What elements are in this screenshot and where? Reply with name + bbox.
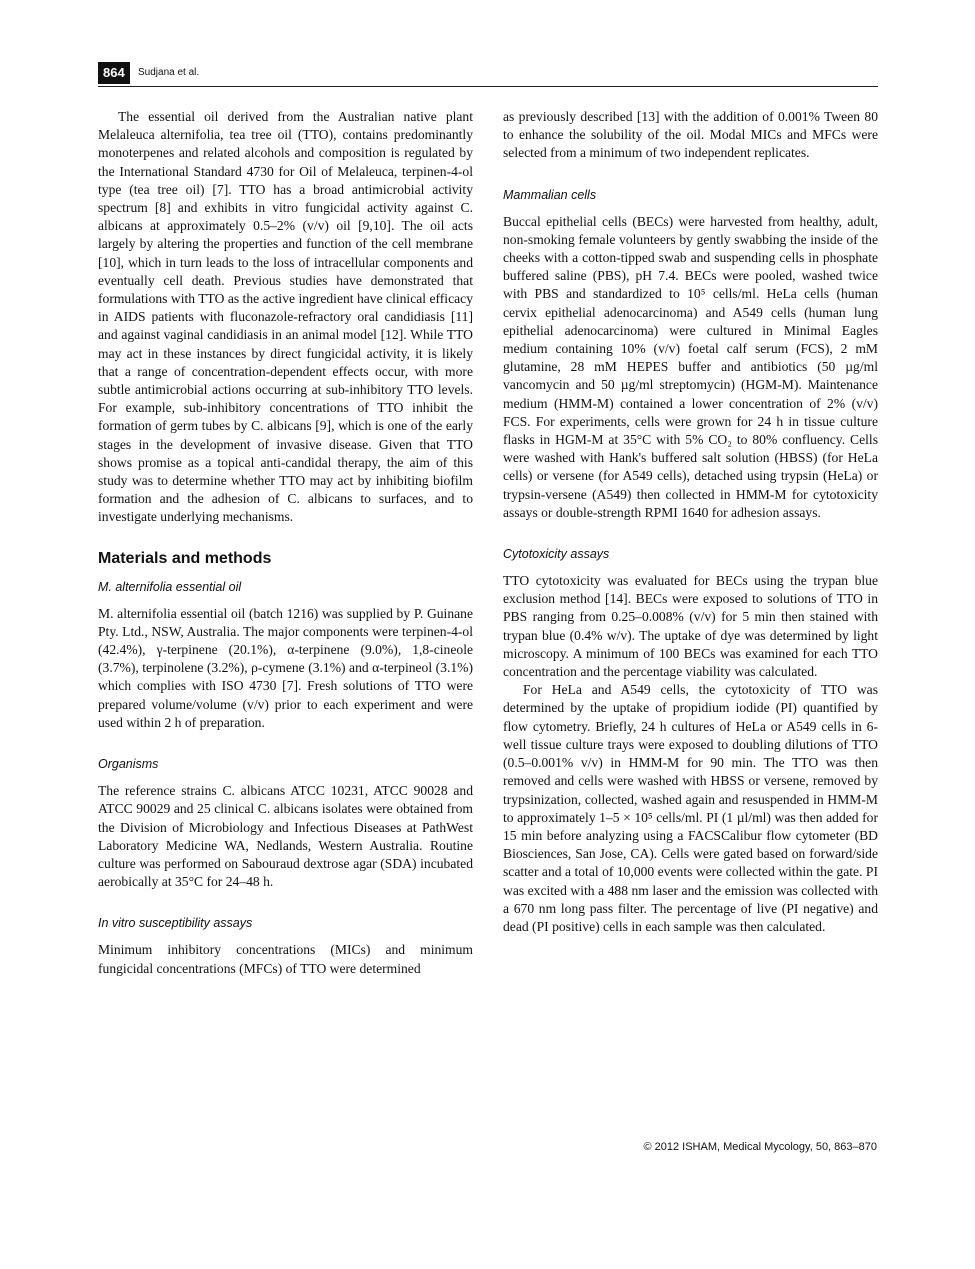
section-title: Materials and methods xyxy=(98,549,272,567)
invitro-paragraph: Minimum inhibitory concentrations (MICs) and minimum fungicidal concentrations (MFCs) of TTO were determined xyxy=(98,942,473,976)
page-header xyxy=(98,62,878,87)
intro-paragraph: The essential oil derived from the Australian native plant Melaleuca alternifolia, tea tree oil (TTO), contains predominantly monoterpenes and related alcohols and composition is regulated by the International Standard 4730 for Oil of Melaleuca, terpinen-4-ol type (tea tree oil) [7]. TTO has a broad antimicrobial activity spectrum [8] and exhibits in vitro fungicidal activity against C. albicans at approximately 0.5–2% (v/v) oil [9,10]. The oil acts largely by altering the properties and function of the cell membrane [10], which in turn leads to the loss of intracellular components and eventually cell death. Previous studies have demonstrated that formulations with TTO as the active ingredient have clinical efficacy in AIDS patients with fluconazole-refractory oral candidiasis [11] and against vaginal candidiasis in an animal model [12]. While TTO may act in these instances by direct fungicidal activity, it is likely that a range of concentration-dependent effects occur, with more subtle antimicrobial actions occurring at sub-inhibitory TTO levels. For example, sub-inhibitory concentrations of TTO inhibit the formation of germ tubes by C. albicans [9], which is one of the early stages in the development of invasive disease. Given that TTO shows promise as a topical anti-candidal therapy, the aim of this study was to determine whether TTO may act by inhibiting biofilm formation and the adhesion of C. albicans to surfaces, and to investigate underlying mechanisms. xyxy=(98,109,473,525)
left-column xyxy=(98,108,473,978)
invitro-heading: In vitro susceptibility assays xyxy=(98,916,253,931)
cytotoxicity-heading: Cytotoxicity assays xyxy=(503,547,610,562)
organisms-heading: Organisms xyxy=(98,757,159,772)
continued-paragraph: as previously described [13] with the addition of 0.001% Tween 80 to enhance the solubility of the oil. Modal MICs and MFCs were selected from a minimum of two independent replicates. xyxy=(503,109,878,161)
right-column xyxy=(503,108,878,936)
organisms-paragraph: The reference strains C. albicans ATCC 10231, ATCC 90028 and ATCC 90029 and 25 clinical C. albicans isolates were obtained from the Division of Microbiology and Infectious Diseases at PathWest Laboratory Medicine WA, Nedlands, Western Australia. Routine culture was performed on Sabouraud dextrose agar (SDA) incubated aerobically at 35°C for 24–48 h. xyxy=(98,783,473,890)
page-number: 864 xyxy=(98,62,130,84)
oil-paragraph: M. alternifolia essential oil (batch 1216) was supplied by P. Guinane Pty. Ltd., NSW, Australia. The major components were terpinen-4-ol (42.4%), γ-terpinene (20.1%), α-terpinene (9.0%), 1,8-cineole (3.7%), terpinolene (3.2%), ρ-cymene (3.1%) and α-terpineol (3.1%) which complies with ISO 4730 [7]. Fresh solutions of TTO were prepared volume/volume (v/v) prior to each experiment and were used within 2 h of preparation. xyxy=(98,605,473,730)
cytotoxicity-paragraph-2: For HeLa and A549 cells, the cytotoxicity of TTO was determined by the uptake of propidium iodide (PI) quantified by flow cytometry. Briefly, 24 h cultures of HeLa or A549 cells in 6-well tissue culture trays were exposed to doubling dilutions of TTO (0.5–0.001% v/v) in HMM-M for 90 min. The TTO was then removed and cells were washed with HBSS or versene, removed by trypsinization, collected, washed again and resuspended in HMM-M to approximately 1–5 × 10⁵ cells/ml. PI (1 µl/ml) was then added for 15 min before analyzing using a FACSCalibur flow cytometer (BD Biosciences, San Jose, CA). Cells were gated based on forward/side scatter and a total of 10,000 events were collected within the gate. PI was excited with a 488 nm laser and the emission was collected with a 670 nm long pass filter. The percentage of live (PI negative) and dead (PI positive) cells in each sample was then calculated. xyxy=(503,682,878,934)
running-head: Sudjana et al. xyxy=(138,67,200,78)
mammalian-heading: Mammalian cells xyxy=(503,187,597,202)
mammalian-paragraph: Buccal epithelial cells (BECs) were harvested from healthy, adult, non-smoking female volunteers by gently swabbing the inside of the cheeks with a cotton-tipped swab and suspending cells in phosphate buffered saline (PBS), pH 7.4. BECs were pooled, washed twice with PBS and standardized to 10⁵ cells/ml. HeLa cells (human cervix epithelial adenocarcinoma) and A549 cells (human lung epithelial adenocarcinoma) were cultured in Minimal Eagles medium containing 10% (v/v) foetal calf serum (FCS), 2 mM glutamine, 28 mM HEPES buffer and antibiotics (50 µg/ml vancomycin and 50 µg/ml streptomycin) (HGM-M). Maintenance medium (HMM-M) contained a lower concentration of 2% (v/v) FCS. For experiments, cells were grown for 24 h in tissue culture flasks in HGM-M at 35°C with 5% CO₂ to 80% confluency. Cells were washed with Hank's buffered salt solution (HBSS) (for HeLa cells) or versene (for A549 cells), detached using trypsin (HeLa) or trypsin-versene (A549) then collected in HMM-M for cytotoxicity assays or double-strength RPMI 1640 for adhesion assays. xyxy=(503,213,878,520)
oil-heading: M. alternifolia essential oil xyxy=(98,579,242,594)
footer-citation: © 2012 ISHAM, Medical Mycology, 50, 863–870 xyxy=(643,1141,877,1153)
cytotoxicity-paragraph-1: TTO cytotoxicity was evaluated for BECs using the trypan blue exclusion method [14]. BECs were exposed to solutions of TTO in PBS ranging from 0.25–0.008% (v/v) for 5 min then stained with trypan blue (0.4% w/v). The uptake of dye was determined by light microscopy. A minimum of 100 BECs was examined for each TTO concentration and the percentage viability was calculated. xyxy=(503,573,878,680)
